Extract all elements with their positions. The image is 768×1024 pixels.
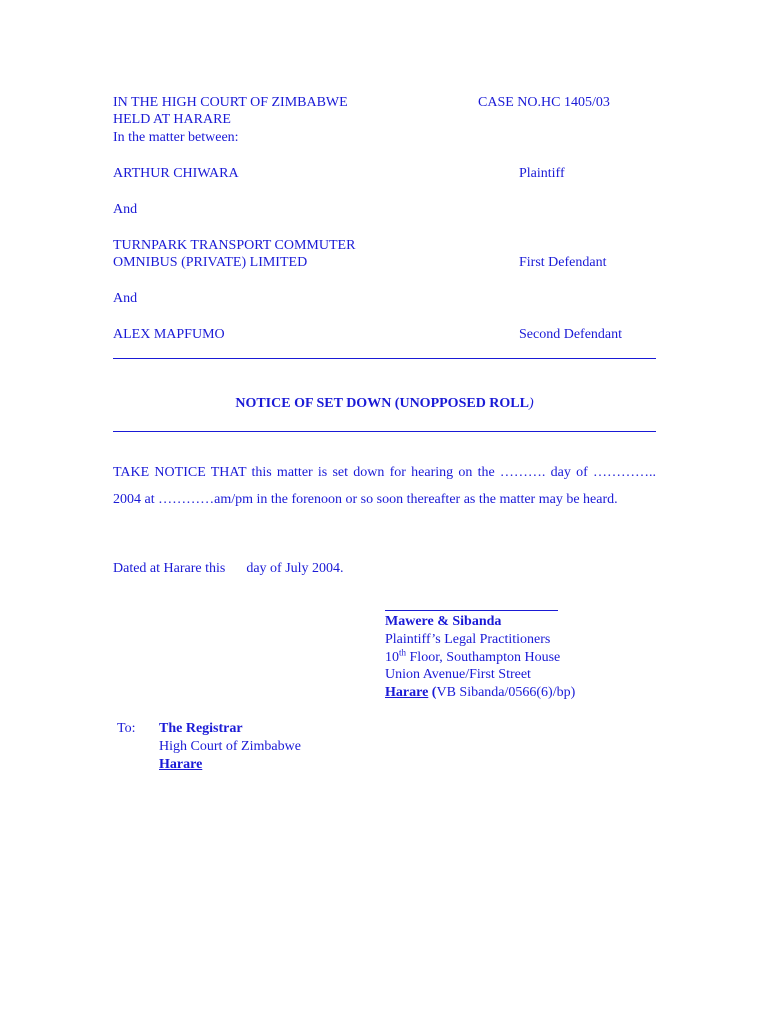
signature-line <box>385 610 558 611</box>
divider-bottom <box>113 431 656 432</box>
notice-body: TAKE NOTICE THAT this matter is set down for hearing on the ………. day of ………….. 2004 at …………am/pm in the forenoon or so soon thereafter as the matter may be heard. <box>113 465 656 507</box>
matter-between: In the matter between: <box>113 130 239 145</box>
plaintiff-name: ARTHUR CHIWARA <box>113 166 239 181</box>
ref-open: ( <box>428 685 437 700</box>
second-defendant-role: Second Defendant <box>519 327 623 342</box>
notice-title-text: NOTICE OF SET DOWN (UNOPPOSED ROLL <box>235 396 529 411</box>
and-separator-1: And <box>113 202 138 217</box>
firm-address-street: Union Avenue/First Street <box>385 667 531 682</box>
dated-line: Dated at Harare this day of July 2004. <box>113 561 344 576</box>
firm-reference: VB Sibanda/0566(6)/bp) <box>436 685 576 700</box>
recipient-name: The Registrar <box>159 721 243 736</box>
firm-address-floor <box>385 649 560 667</box>
plaintiff-role: Plaintiff <box>519 166 565 181</box>
notice-title <box>113 395 656 413</box>
firm-city: Harare <box>385 685 429 700</box>
floor-suffix: th <box>399 647 407 658</box>
recipient-court: High Court of Zimbabwe <box>159 739 301 754</box>
first-defendant-line2: OMNIBUS (PRIVATE) LIMITED <box>113 255 308 270</box>
floor-rest: Floor, Southampton House <box>406 650 561 665</box>
recipient-city: Harare <box>159 757 203 772</box>
firm-role: Plaintiff’s Legal Practitioners <box>385 632 551 647</box>
to-label: To: <box>117 721 136 736</box>
divider-top <box>113 358 656 359</box>
held-at: HELD AT HARARE <box>113 112 231 127</box>
second-defendant-name: ALEX MAPFUMO <box>113 327 225 342</box>
case-number: CASE NO.HC 1405/03 <box>478 95 610 110</box>
court-heading: IN THE HIGH COURT OF ZIMBABWE <box>113 95 348 110</box>
notice-title-paren: ) <box>528 396 534 411</box>
floor-number: 10 <box>385 650 399 665</box>
firm-address-city <box>385 684 575 702</box>
first-defendant-role: First Defendant <box>519 255 607 270</box>
firm-name: Mawere & Sibanda <box>385 614 502 629</box>
first-defendant-line1: TURNPARK TRANSPORT COMMUTER <box>113 238 356 253</box>
and-separator-2: And <box>113 291 138 306</box>
